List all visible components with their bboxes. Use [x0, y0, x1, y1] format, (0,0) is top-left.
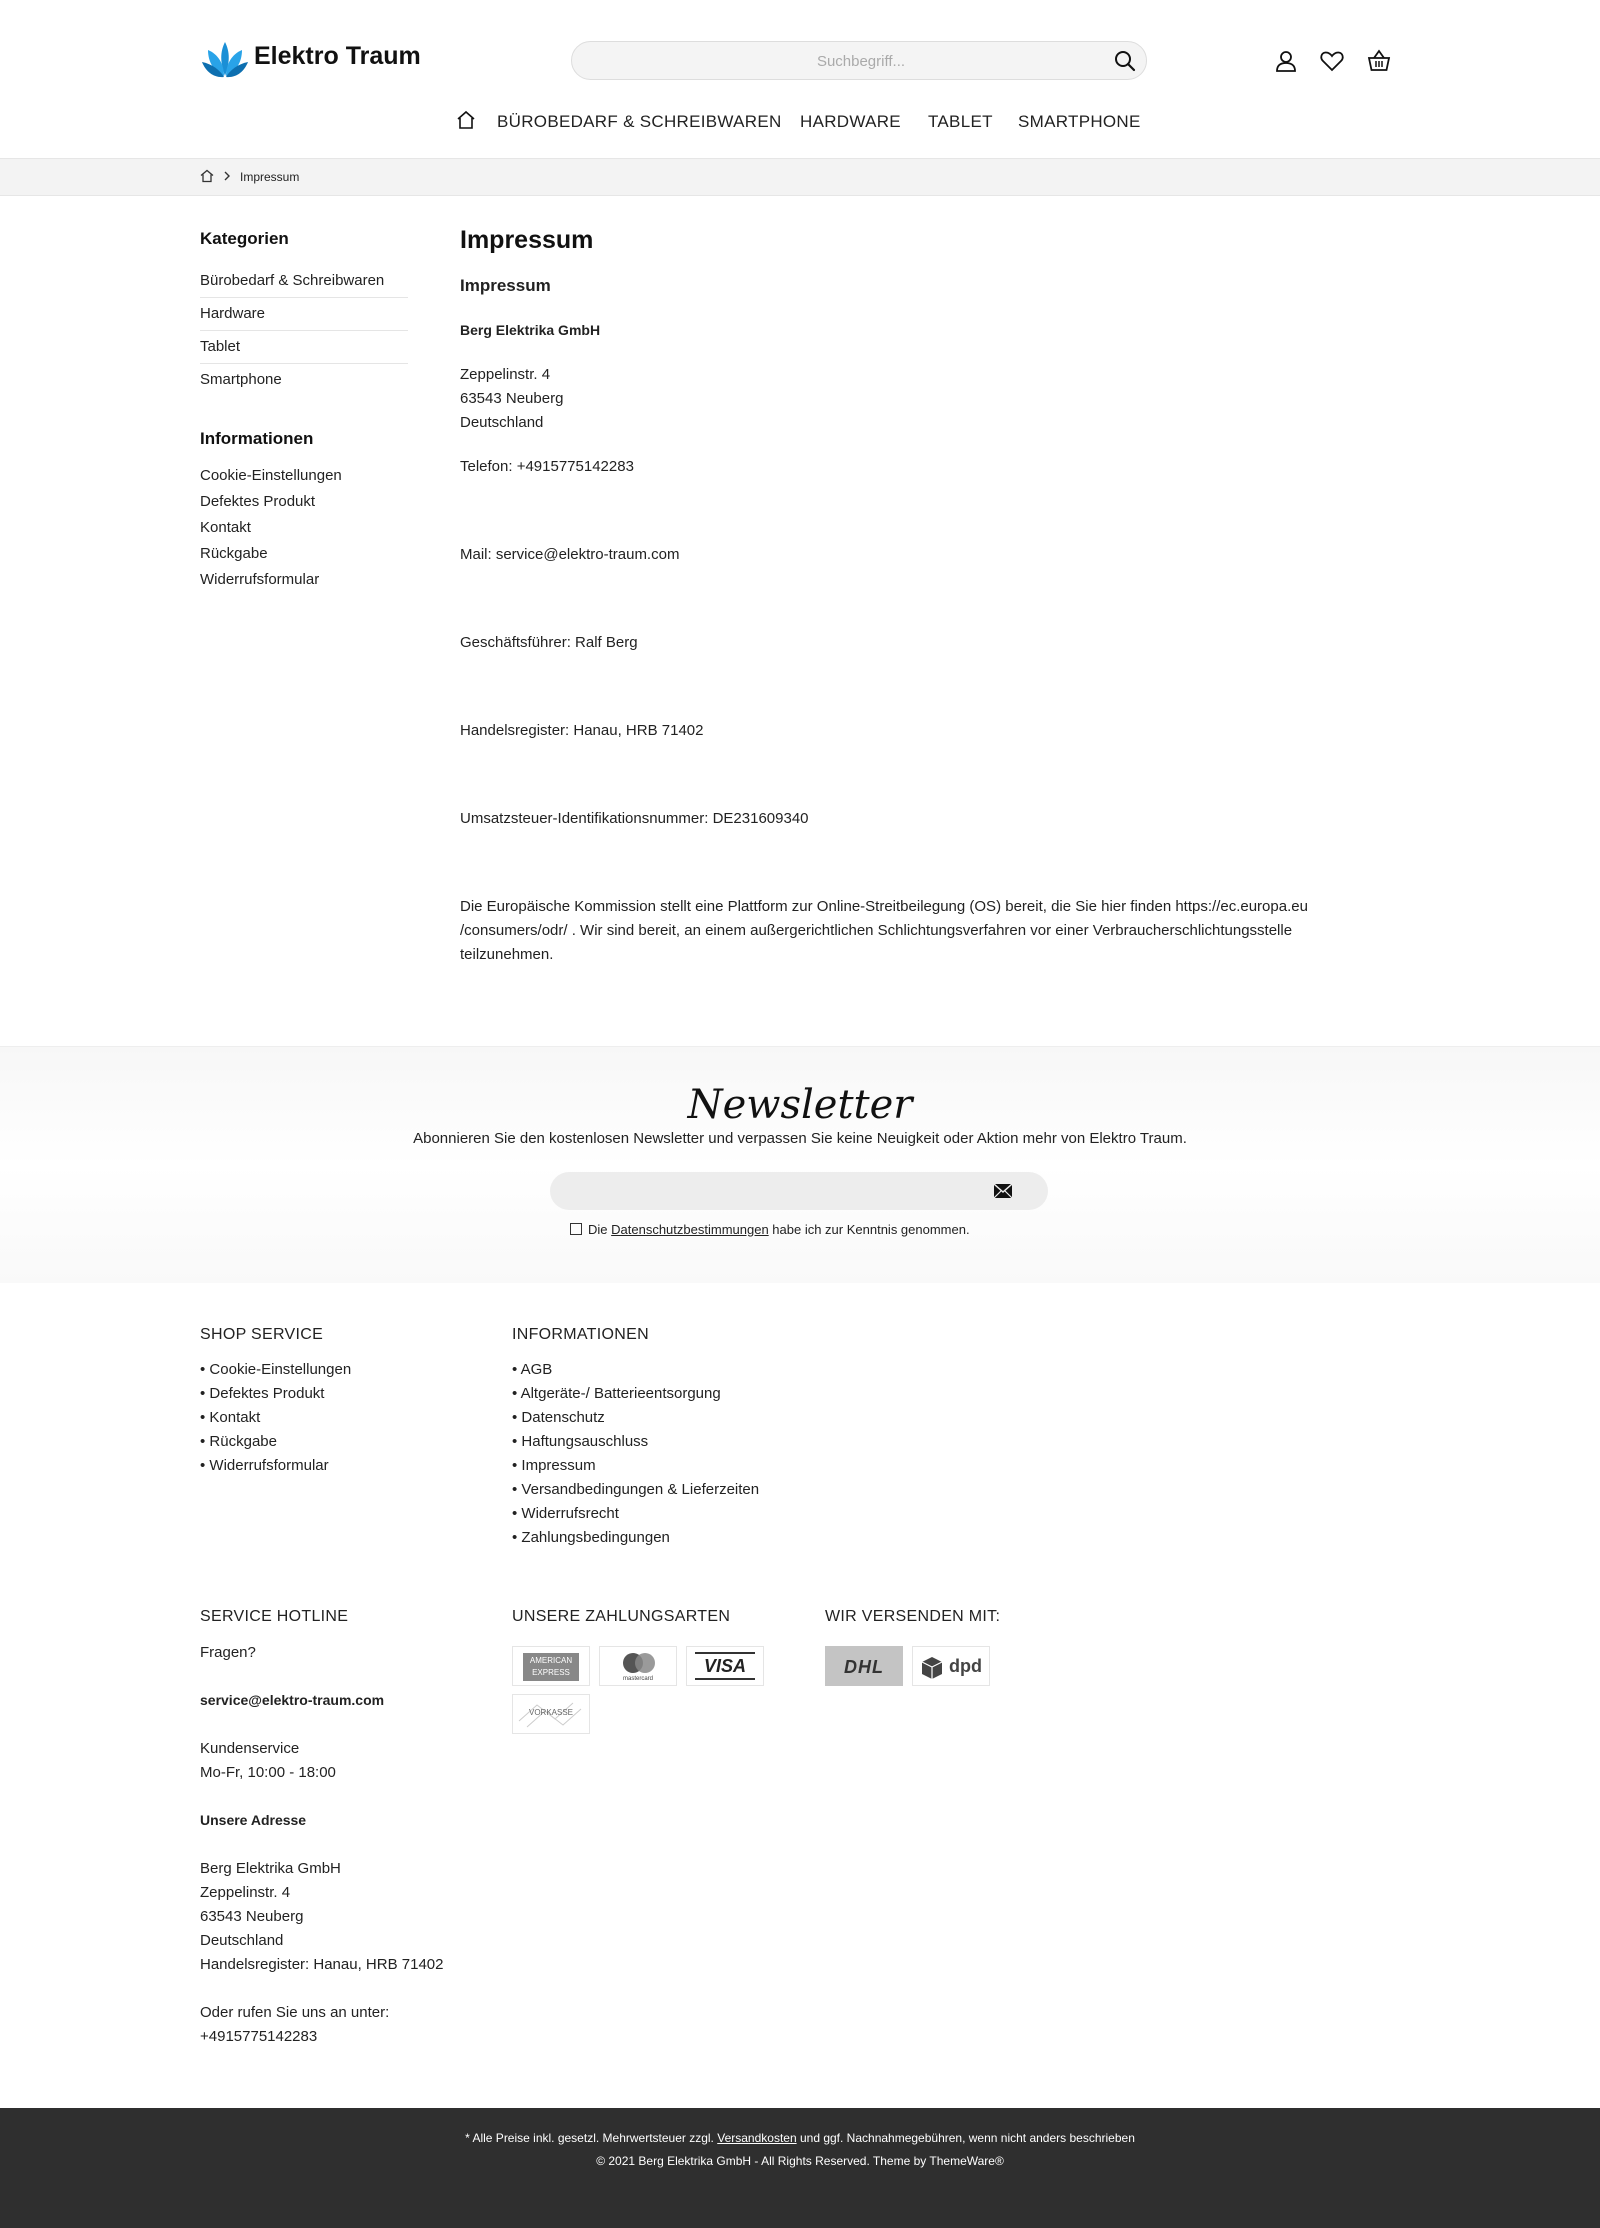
- amex-line2: EXPRESS: [532, 1668, 570, 1677]
- footer-info-title: INFORMATIONEN: [512, 1326, 649, 1343]
- nav-item-hardware[interactable]: HARDWARE: [800, 112, 901, 131]
- footer-link-widerruf[interactable]: • Widerrufsformular: [200, 1457, 329, 1474]
- newsletter-form: [550, 1172, 1048, 1210]
- shipping-costs-link[interactable]: Versandkosten: [717, 2131, 797, 2145]
- sidebar-category-hardware[interactable]: Hardware: [200, 305, 408, 331]
- hotline-question: Fragen?: [200, 1644, 256, 1661]
- price-notice-post: und ggf. Nachnahmegebühren, wenn nicht anders beschrieben: [799, 2131, 1135, 2145]
- nav-item-tablet[interactable]: TABLET: [928, 112, 993, 131]
- address-country: Deutschland: [460, 414, 544, 431]
- mail-text: Mail: service@elektro-traum.com: [460, 546, 680, 563]
- call-number[interactable]: +4915775142283: [200, 2028, 318, 2045]
- footer-address-city: 63543 Neuberg: [200, 1908, 304, 1925]
- chevron-right-icon: [223, 171, 231, 181]
- odr-text-line2: /consumers/odr/ . Wir sind bereit, an einem außergerichtlichen Schlichtungsverfahren vor einer Verbraucherschlichtungsstelle: [460, 922, 1293, 939]
- sidebar-info-defekt[interactable]: Defektes Produkt: [200, 493, 316, 510]
- dpd-badge: [912, 1646, 990, 1686]
- footer-address-register: Handelsregister: Hanau, HRB 71402: [200, 1956, 444, 1973]
- hotline-email[interactable]: service@elektro-traum.com: [200, 1692, 385, 1708]
- footer-link-widerrufsrecht[interactable]: • Widerrufsrecht: [512, 1505, 619, 1522]
- company-name: Berg Elektrika GmbH: [460, 322, 601, 338]
- vorkasse-label: VORKASSE: [528, 1708, 573, 1717]
- footer-link-versand[interactable]: • Versandbedingungen & Lieferzeiten: [512, 1481, 760, 1498]
- vorkasse-badge: [512, 1694, 590, 1734]
- sidebar-info-rueckgabe[interactable]: Rückgabe: [200, 545, 268, 562]
- search-input[interactable]: [572, 42, 1150, 81]
- footer-payment-title: UNSERE ZAHLUNGSARTEN: [512, 1608, 731, 1625]
- phone-text: Telefon: +4915775142283: [460, 458, 634, 475]
- search-icon[interactable]: [1114, 50, 1136, 72]
- mastercard-icon: [620, 1651, 658, 1675]
- hotline-hours: Mo-Fr, 10:00 - 18:00: [200, 1764, 336, 1781]
- register-text: Handelsregister: Hanau, HRB 71402: [460, 722, 704, 739]
- copyright: © 2021 Berg Elektrika GmbH - All Rights Reserved. Theme by ThemeWare®: [596, 2154, 1004, 2168]
- nav-item-buerobedarf[interactable]: BÜROBEDARF & SCHREIBWAREN: [497, 112, 782, 131]
- sidebar-info-widerruf[interactable]: Widerrufsformular: [200, 571, 320, 588]
- bottom-bar: [0, 2108, 1600, 2228]
- visa-label: VISA: [703, 1656, 746, 1676]
- footer-shop-service-title: SHOP SERVICE: [200, 1326, 324, 1343]
- newsletter-subtitle: Abonnieren Sie den kostenlosen Newsletter und verpassen Sie keine Neuigkeit oder Aktion mehr von Elektro Traum.: [413, 1130, 1187, 1147]
- breadcrumb: [0, 158, 1600, 196]
- content-subtitle: Impressum: [460, 276, 551, 295]
- footer-link-datenschutz[interactable]: • Datenschutz: [512, 1409, 605, 1426]
- privacy-link[interactable]: Datenschutzbestimmungen: [611, 1222, 769, 1237]
- manager-text: Geschäftsführer: Ralf Berg: [460, 634, 638, 651]
- price-notice-pre: * Alle Preise inkl. gesetzl. Mehrwertsteuer zzgl.: [465, 2131, 714, 2145]
- search-bar: [571, 41, 1147, 80]
- main-navigation: [456, 108, 1156, 136]
- address-street: Zeppelinstr. 4: [460, 366, 551, 383]
- consent-checkbox[interactable]: [570, 1223, 582, 1235]
- dpd-label: dpd: [949, 1656, 982, 1676]
- account-icon[interactable]: [1273, 48, 1299, 74]
- footer-address-company: Berg Elektrika GmbH: [200, 1860, 341, 1877]
- wishlist-heart-icon[interactable]: [1319, 48, 1345, 74]
- sidebar-category-buerobedarf[interactable]: Bürobedarf & Schreibwaren: [200, 272, 408, 298]
- footer-link-haftung[interactable]: • Haftungsauschluss: [512, 1433, 649, 1450]
- footer-link-impressum[interactable]: • Impressum: [512, 1457, 596, 1474]
- hotline-service: Kundenservice: [200, 1740, 300, 1757]
- footer-address-street: Zeppelinstr. 4: [200, 1884, 291, 1901]
- mastercard-badge: [599, 1646, 677, 1686]
- lotus-logo-icon: [200, 36, 250, 84]
- consent-text-pre: Die: [588, 1222, 608, 1237]
- footer-hotline-title: SERVICE HOTLINE: [200, 1608, 349, 1625]
- footer-link-rueckgabe[interactable]: • Rückgabe: [200, 1433, 277, 1450]
- footer-link-defekt[interactable]: • Defektes Produkt: [200, 1385, 325, 1402]
- vat-text: Umsatzsteuer-Identifikationsnummer: DE231609340: [460, 810, 809, 827]
- footer-link-cookie[interactable]: • Cookie-Einstellungen: [200, 1361, 352, 1378]
- dhl-badge: [825, 1646, 903, 1686]
- amex-line1: AMERICAN: [529, 1656, 573, 1665]
- odr-text-line1: Die Europäische Kommission stellt eine Plattform zur Online-Streitbeilegung (OS) bereit, die Sie hier finden https://ec.europa.eu: [460, 898, 1308, 915]
- footer-link-altgeraete[interactable]: • Altgeräte-/ Batterieentsorgung: [512, 1385, 721, 1402]
- breadcrumb-home-icon[interactable]: [200, 169, 214, 183]
- footer-link-kontakt[interactable]: • Kontakt: [200, 1409, 261, 1426]
- footer-link-agb[interactable]: • AGB: [512, 1361, 553, 1378]
- footer-link-zahlung[interactable]: • Zahlungsbedingungen: [512, 1529, 670, 1546]
- consent-text-post: habe ich zur Kenntnis genommen.: [772, 1222, 970, 1237]
- logo-text[interactable]: Elektro Traum: [254, 42, 421, 70]
- dpd-cube-icon: [921, 1656, 943, 1680]
- mastercard-label: mastercard: [622, 1676, 653, 1682]
- sidebar-info-title: Informationen: [200, 429, 314, 448]
- newsletter-title: Newsletter: [687, 1082, 913, 1128]
- footer-address-country: Deutschland: [200, 1932, 284, 1949]
- call-text: Oder rufen Sie uns an unter:: [200, 2004, 390, 2021]
- visa-badge: [686, 1646, 764, 1686]
- newsletter-consent: [570, 1222, 970, 1237]
- basket-icon[interactable]: [1366, 48, 1392, 74]
- address-title: Unsere Adresse: [200, 1812, 307, 1828]
- breadcrumb-current: Impressum: [240, 170, 300, 184]
- home-icon[interactable]: [456, 110, 476, 130]
- newsletter-email-input[interactable]: [566, 1172, 990, 1212]
- address-city: 63543 Neuberg: [460, 390, 564, 407]
- dhl-label: DHL: [844, 1657, 884, 1677]
- sidebar-category-smartphone[interactable]: Smartphone: [200, 371, 282, 388]
- sidebar-categories-title: Kategorien: [200, 229, 289, 248]
- sidebar-info-kontakt[interactable]: Kontakt: [200, 519, 251, 536]
- amex-badge: [512, 1646, 590, 1686]
- sidebar-info-cookie[interactable]: Cookie-Einstellungen: [200, 467, 342, 484]
- nav-item-smartphone[interactable]: SMARTPHONE: [1018, 112, 1141, 131]
- envelope-send-icon[interactable]: [994, 1183, 1012, 1199]
- price-notice: [0, 2131, 1600, 2145]
- page-title: Impressum: [460, 226, 594, 254]
- odr-text-line3: teilzunehmen.: [460, 946, 554, 963]
- footer-shipping-title: WIR VERSENDEN MIT:: [825, 1608, 1001, 1625]
- sidebar-category-tablet[interactable]: Tablet: [200, 338, 408, 364]
